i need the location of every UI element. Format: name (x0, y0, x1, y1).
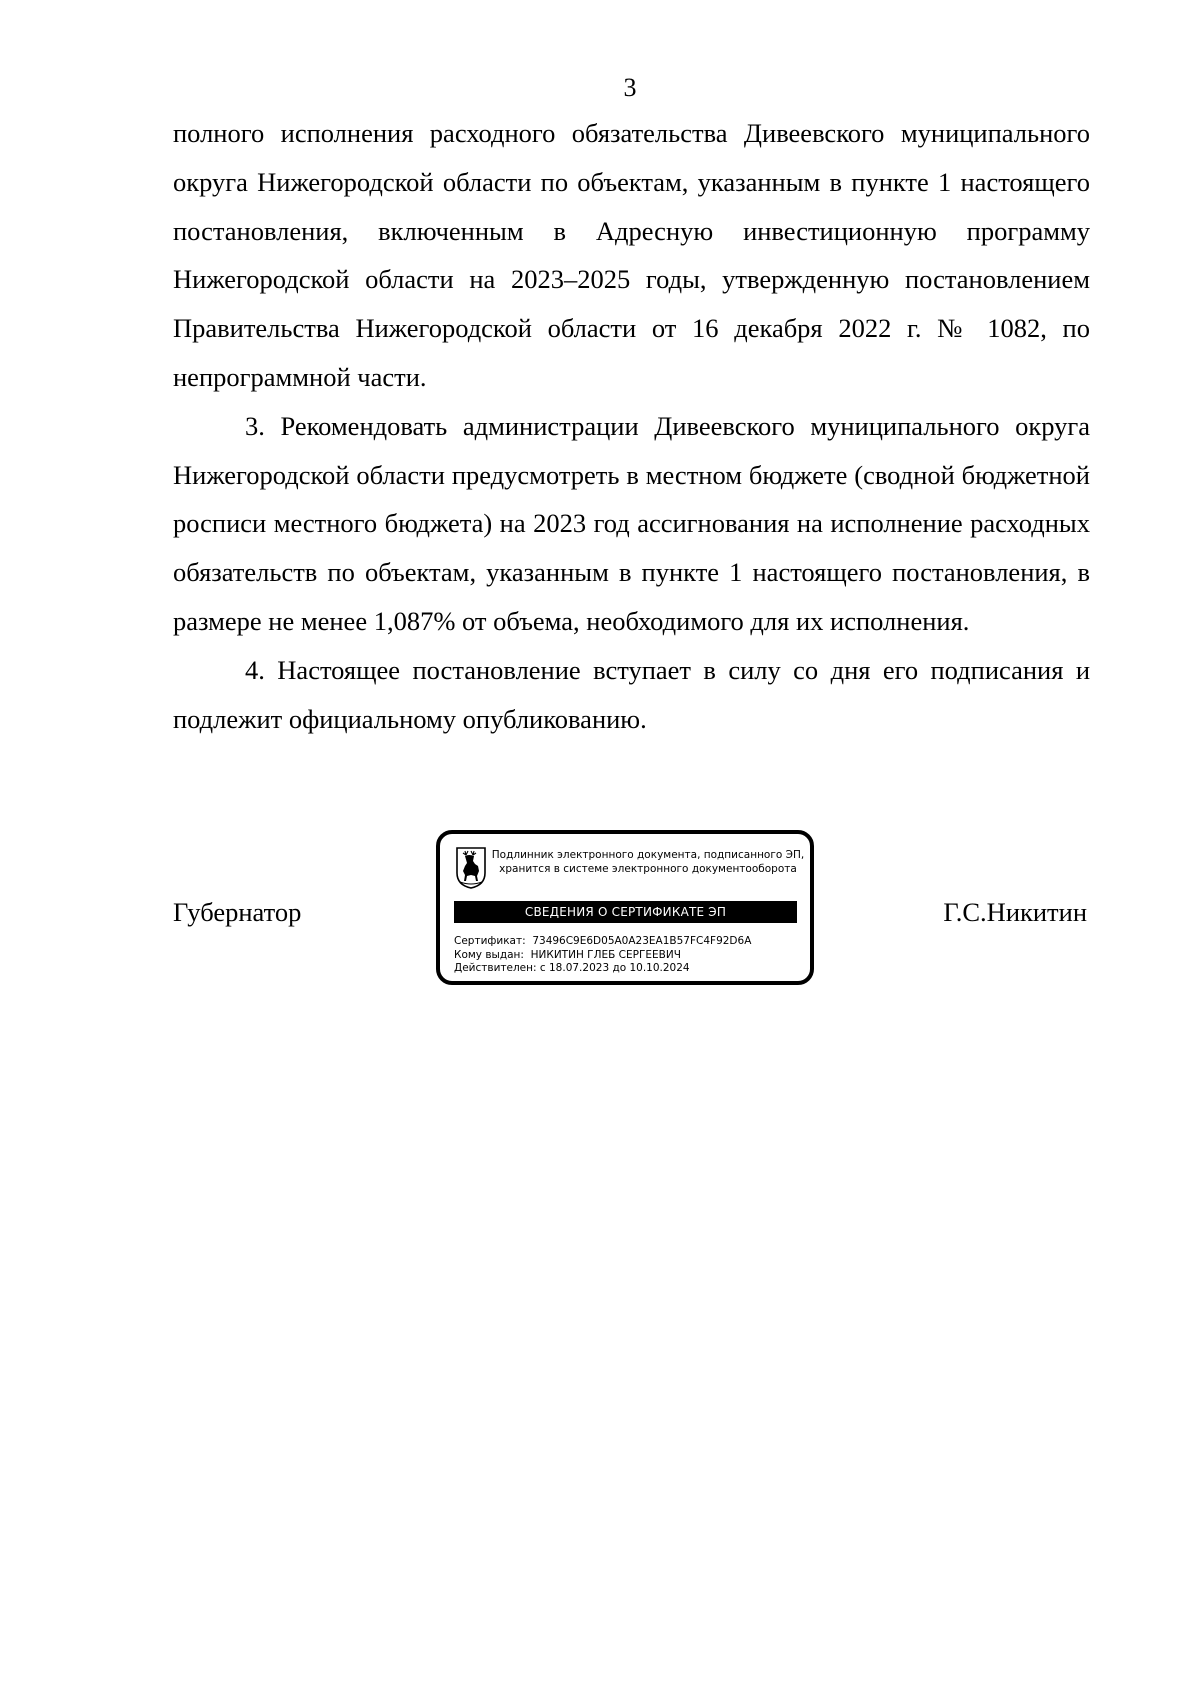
validity-label: Действителен: (454, 962, 537, 974)
paragraph-item-4: 4. Настоящее постановление вступает в силу со дня его подписания и подлежит официальному опубликованию. (173, 654, 1090, 734)
certificate-label: Сертификат: (454, 935, 526, 947)
page-number: 3 (623, 73, 637, 102)
paragraph-continuation: полного исполнения расходного обязательства Дивеевского муниципального округа Нижегородской области по объектам, указанным в пункте 1 настоящего постановления, включенным в Адресную инвестиционную программу Нижегородской области на 2023–2025 годы, утвержденную постановлением Правительства Нижегородской области от 16 декабря 2022 г. № 1082, по непрограммной части. (173, 118, 1090, 392)
paragraph-item-3: 3. Рекомендовать администрации Дивеевского муниципального округа Нижегородской области предусмотреть в местном бюджете (сводной бюджетной росписи местного бюджета) на 2023 год ассигнования на исполнение расходных обязательств по объектам, указанным в пункте 1 настоящего постановления, в размере не менее 1,087% от объема, необходимого для их исполнения. (173, 410, 1090, 636)
validity-value: с 18.07.2023 до 10.10.2024 (539, 962, 690, 974)
certificate-row (454, 935, 751, 949)
signature-block (0, 830, 1200, 1000)
nizhny-novgorod-deer-emblem-icon (454, 846, 488, 890)
electronic-signature-stamp (436, 830, 814, 985)
signer-name: Г.С.Никитин (943, 897, 1087, 927)
stamp-notice (490, 848, 806, 876)
stamp-notice-line-1: Подлинник электронного документа, подписанного ЭП, (491, 849, 805, 861)
issued-to-label: Кому выдан: (454, 948, 524, 961)
issued-to-value: НИКИТИН ГЛЕБ СЕРГЕЕВИЧ (530, 948, 681, 961)
document-body (173, 109, 1090, 743)
certificate-value: 73496C9E6D05A0A23EA1B57FC4F92D6A (532, 935, 752, 947)
validity-row (454, 962, 751, 976)
stamp-certificate-details (454, 935, 751, 976)
issued-to-row (454, 949, 751, 963)
stamp-certificate-header: СВЕДЕНИЯ О СЕРТИФИКАТЕ ЭП (454, 901, 797, 923)
signer-position: Губернатор (173, 897, 302, 927)
stamp-notice-line-2: хранится в системе электронного документооборота (499, 863, 797, 875)
